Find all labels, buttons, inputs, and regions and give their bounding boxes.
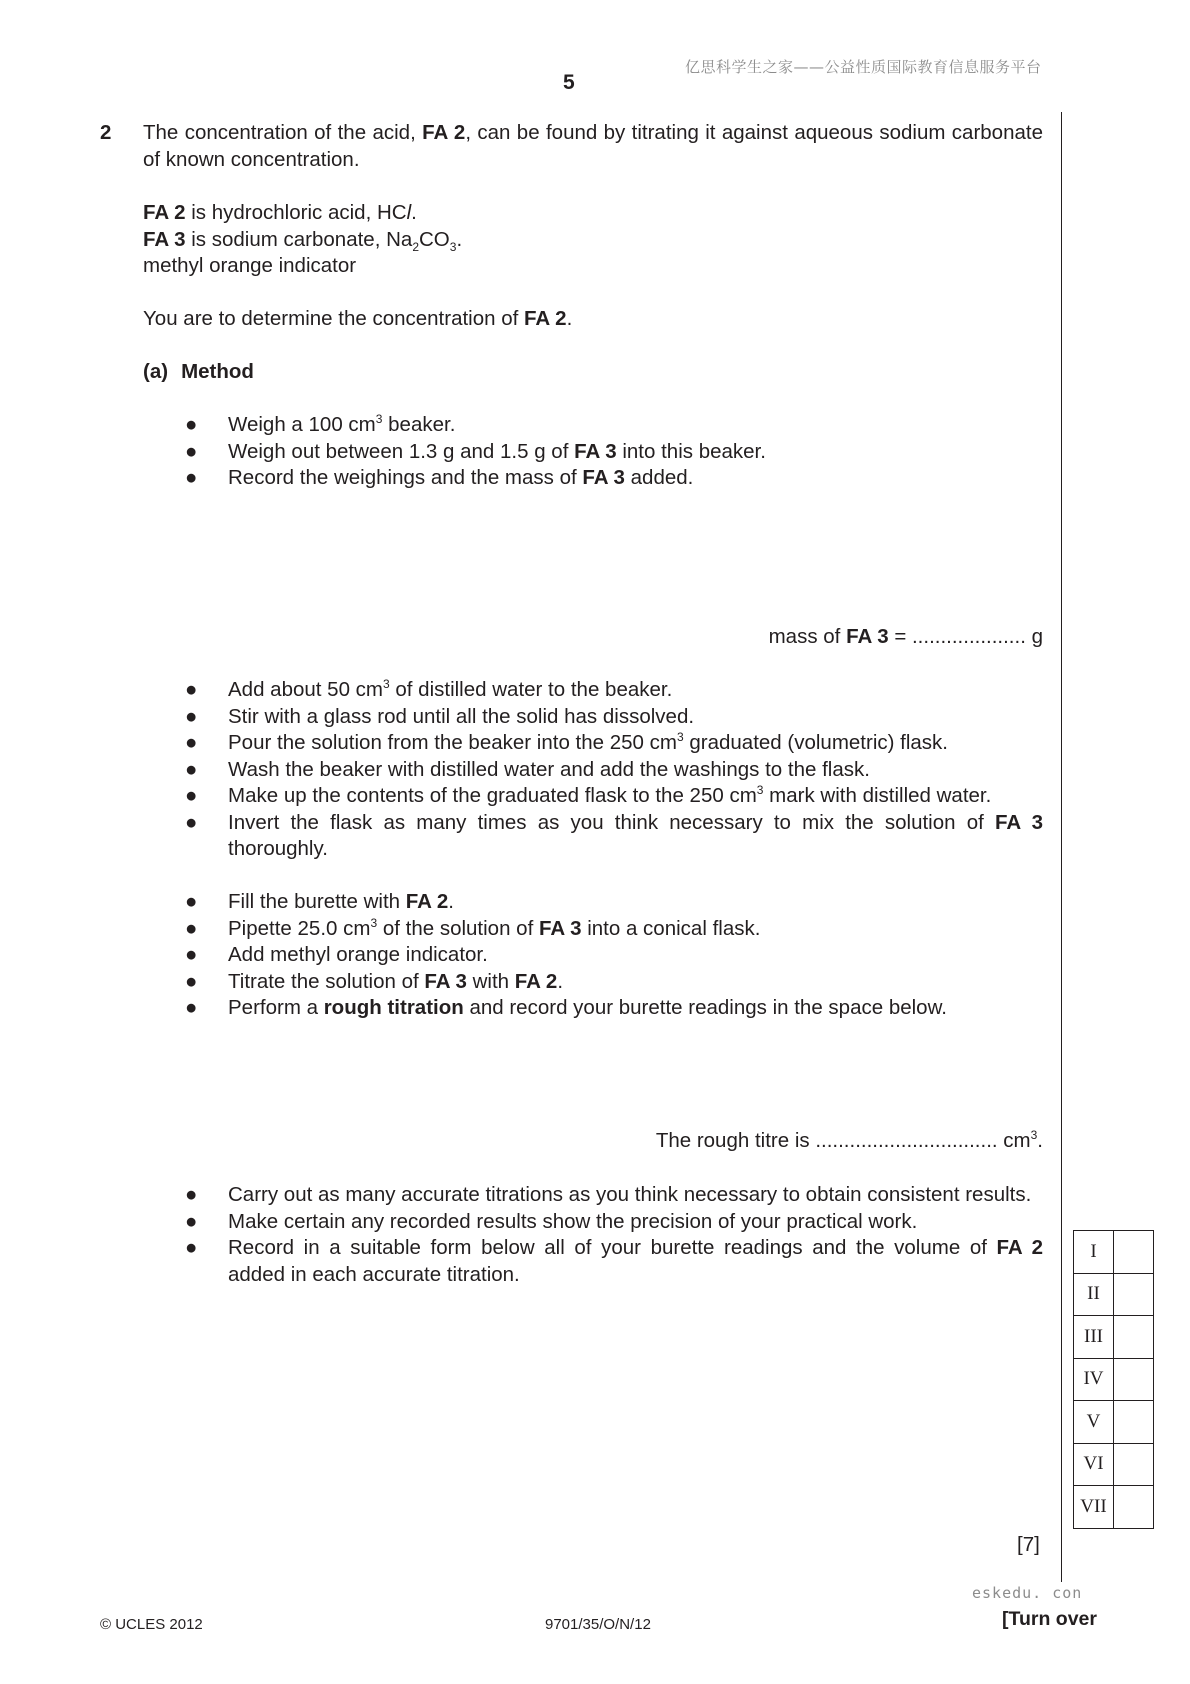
- bullet-icon: ●: [185, 996, 198, 1019]
- question-number: 2: [100, 121, 112, 144]
- mark-row: [1074, 1358, 1154, 1401]
- material-indicator: methyl orange indicator: [143, 254, 357, 277]
- total-marks: [7]: [1017, 1533, 1040, 1556]
- mark-row: [1074, 1443, 1154, 1486]
- task-statement: You are to determine the concentration of FA 2.: [143, 307, 573, 330]
- mark-row: [1074, 1316, 1154, 1359]
- list-item: ● Perform a rough titration and record your burette readings in the space below.: [185, 995, 1043, 1022]
- question-intro: The concentration of the acid, FA 2, can be found by titrating it against aqueous sodium carbonate of known concentration.: [143, 121, 1043, 171]
- method-list-titration: [185, 889, 1043, 1022]
- mark-label: I: [1074, 1231, 1114, 1274]
- page-number: 5: [563, 71, 575, 94]
- copyright: © UCLES 2012: [100, 1616, 203, 1633]
- rough-titre-answer-line: The rough titre is ................................ $cm^3$.: [655, 1128, 1043, 1152]
- bullet-icon: ●: [185, 943, 198, 966]
- list-item: ● Pipette 25.0 $cm^3$ of the solution of FA 3 into a conical flask.: [185, 916, 1043, 943]
- list-item: ● Carry out as many accurate titrations as you think necessary to obtain consistent results.: [185, 1182, 1043, 1209]
- list-item: ● Make up the contents of the graduated flask to the 250 $cm^3$ mark with distilled water.: [185, 783, 1043, 810]
- mark-label: V: [1074, 1401, 1114, 1444]
- mark-box[interactable]: [1114, 1401, 1154, 1444]
- bullet-icon: ●: [185, 890, 198, 913]
- mark-box[interactable]: [1114, 1443, 1154, 1486]
- mark-box[interactable]: [1114, 1316, 1154, 1359]
- part-heading: (a) Method: [143, 360, 254, 383]
- material-fa3: FA 3 is sodium carbonate, $Na_2CO_3$.: [143, 227, 463, 254]
- method-list-accurate: [185, 1182, 1043, 1288]
- mark-box[interactable]: [1114, 1358, 1154, 1401]
- material-fa2: FA 2 is hydrochloric acid, HCl.: [143, 201, 417, 224]
- mark-grid: [1073, 1230, 1154, 1529]
- mark-label: VII: [1074, 1486, 1114, 1529]
- list-item: ● Titrate the solution of FA 3 with FA 2.: [185, 969, 1043, 996]
- list-item: ● Wash the beaker with distilled water and add the washings to the flask.: [185, 757, 1043, 784]
- list-item: ● Pour the solution from the beaker into the 250 $cm^3$ graduated (volumetric) flask.: [185, 730, 1043, 757]
- mark-box[interactable]: [1114, 1273, 1154, 1316]
- footer-watermark: eskedu. con: [972, 1584, 1083, 1602]
- bullet-icon: ●: [185, 1183, 198, 1206]
- list-item: ● Make certain any recorded results show the precision of your practical work.: [185, 1209, 1043, 1236]
- bullet-icon: ●: [185, 439, 198, 463]
- turn-over: [Turn over: [1002, 1608, 1097, 1630]
- header-watermark: 亿思科学生之家——公益性质国际教育信息服务平台: [685, 58, 1042, 76]
- list-item: ● Invert the flask as many times as you think necessary to mix the solution of FA 3 thoroughly.: [185, 810, 1043, 860]
- mark-label: IV: [1074, 1358, 1114, 1401]
- list-item: ● Weigh out between 1.3 g and 1.5 g of FA 3 into this beaker.: [185, 439, 1043, 466]
- bullet-icon: ●: [185, 810, 198, 834]
- bullet-icon: ●: [185, 969, 198, 993]
- list-item: ● Fill the burette with FA 2.: [185, 889, 1043, 916]
- list-item: ● Record the weighings and the mass of FA 3 added.: [185, 465, 1043, 492]
- bullet-icon: ●: [185, 466, 198, 489]
- bullet-icon: ●: [185, 1209, 198, 1233]
- mark-row: [1074, 1273, 1154, 1316]
- paper-code: 9701/35/O/N/12: [545, 1616, 651, 1633]
- bullet-icon: ●: [185, 704, 198, 728]
- bullet-icon: ●: [185, 784, 198, 807]
- list-item: ● Add about 50 $cm^3$ of distilled water to the beaker.: [185, 677, 1043, 704]
- list-item: ● Weigh a 100 $cm^3$ beaker.: [185, 412, 1043, 439]
- mark-row: [1074, 1231, 1154, 1274]
- mark-box[interactable]: [1114, 1231, 1154, 1274]
- method-list-solution: [185, 677, 1043, 863]
- bullet-icon: ●: [185, 1236, 198, 1259]
- margin-rule: [1061, 112, 1062, 1582]
- bullet-icon: ●: [185, 757, 198, 781]
- list-item: ● Add methyl orange indicator.: [185, 942, 1043, 969]
- materials-list: [143, 200, 1043, 280]
- mark-label: II: [1074, 1273, 1114, 1316]
- list-item: ● Record in a suitable form below all of your burette readings and the volume of FA 2 added in each accurate titration.: [185, 1236, 1043, 1286]
- method-list-weighing: [185, 412, 1043, 492]
- mark-label: VI: [1074, 1443, 1114, 1486]
- bullet-icon: ●: [185, 731, 198, 754]
- bullet-icon: ●: [185, 413, 198, 436]
- bullet-icon: ●: [185, 916, 198, 940]
- mark-row: [1074, 1486, 1154, 1529]
- list-item: ● Stir with a glass rod until all the solid has dissolved.: [185, 704, 1043, 731]
- mass-answer-line: mass of FA 3 = .................... g: [768, 625, 1043, 648]
- mark-label: III: [1074, 1316, 1114, 1359]
- mark-box[interactable]: [1114, 1486, 1154, 1529]
- mark-row: [1074, 1401, 1154, 1444]
- bullet-icon: ●: [185, 678, 198, 701]
